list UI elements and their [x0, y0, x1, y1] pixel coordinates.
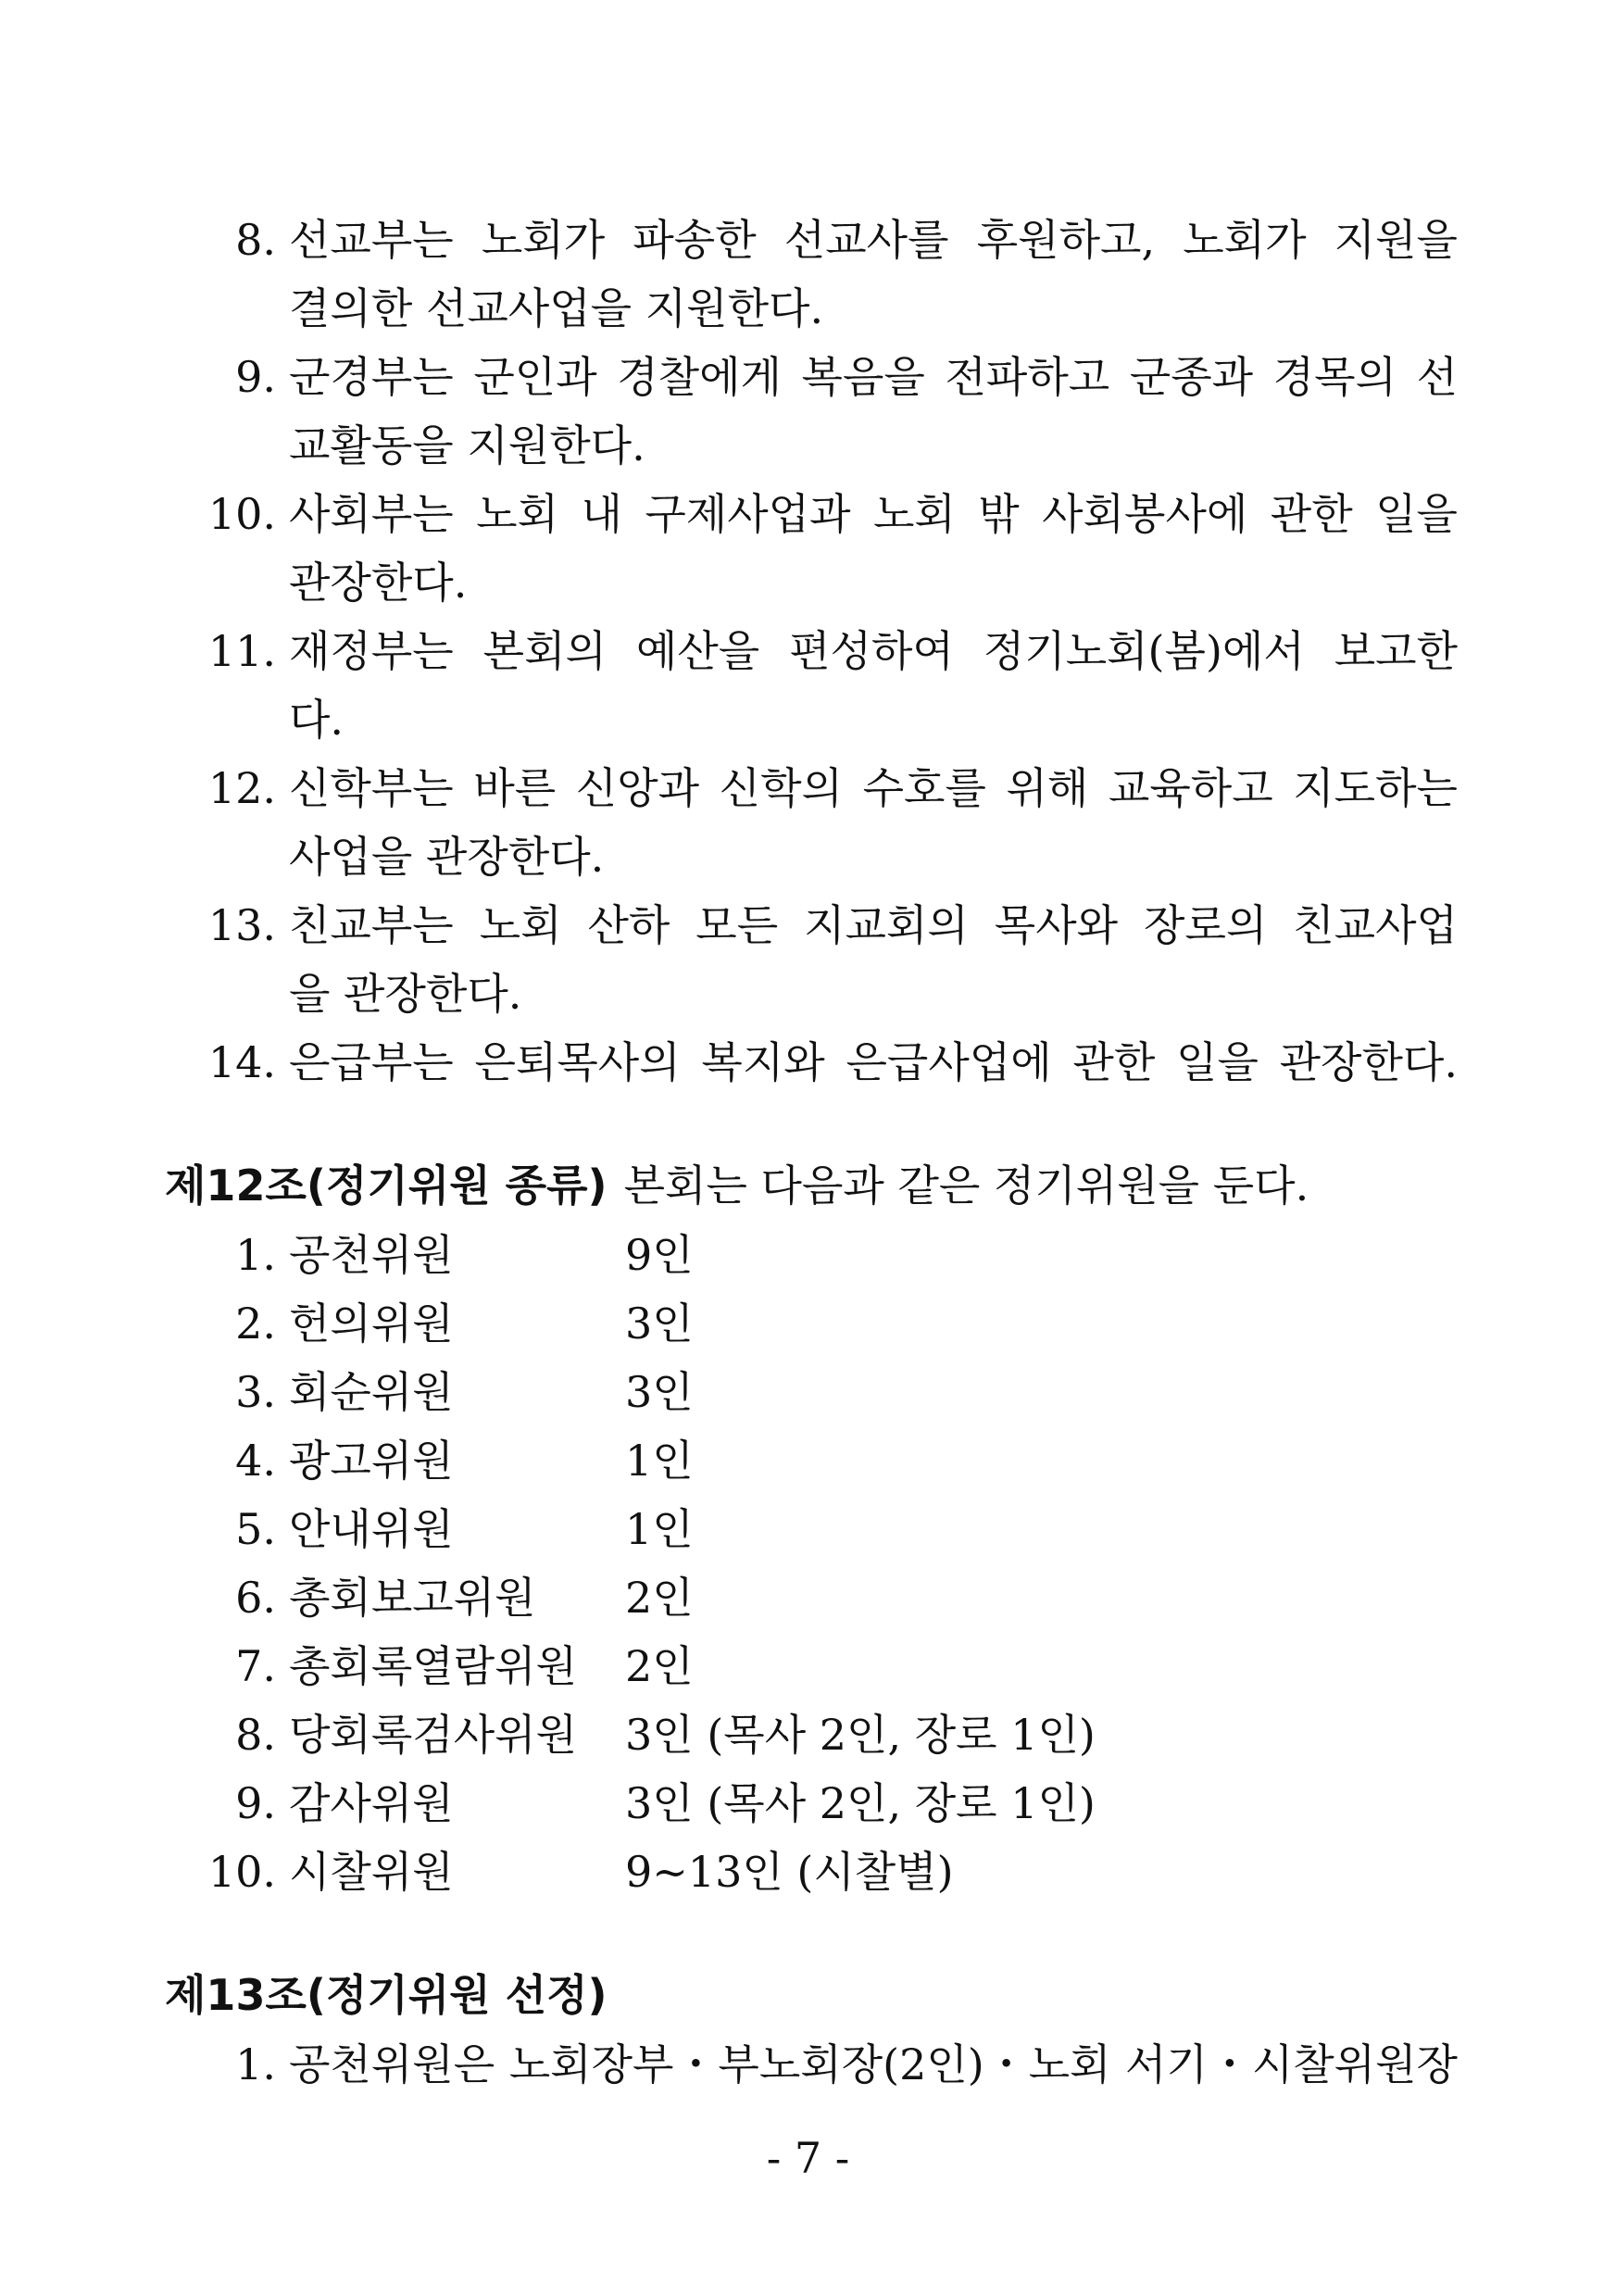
committee-row: [0, 1769, 1616, 1838]
list-item: [0, 2030, 1616, 2099]
item-text-line: 군경부는 군인과 경찰에게 복음을 전파하고 군종과 경목의 선: [289, 352, 1458, 402]
item-text-line: 친교부는 노회 산하 모든 지교회의 목사와 장로의 친교사업: [289, 900, 1458, 950]
selection-list: [0, 2030, 1616, 2099]
committee-name: 회순위원: [289, 1367, 454, 1417]
item-text-line: 을 관장한다.: [289, 969, 522, 1019]
item-text-line: 사업을 관장한다.: [289, 832, 605, 882]
committee-count: 1인: [625, 1436, 694, 1486]
item-text-line: 교활동을 지원한다.: [289, 420, 645, 470]
committee-number: 1.: [235, 1230, 276, 1280]
article-12-heading: [165, 1151, 1309, 1220]
item-text-line: 재정부는 본회의 예산을 편성하여 정기노회(봄)에서 보고한: [289, 626, 1458, 676]
committee-row: [0, 1632, 1616, 1700]
committee-name: 감사위원: [289, 1778, 454, 1828]
committee-count: 2인: [625, 1641, 694, 1691]
item-text-line: 결의한 선교사업을 지원한다.: [289, 283, 824, 333]
committee-count: 3인 (목사 2인, 장로 1인): [625, 1710, 1096, 1760]
item-text-line: 선교부는 노회가 파송한 선교사를 후원하고, 노회가 지원을: [289, 215, 1458, 265]
committee-number: 7.: [235, 1641, 276, 1691]
item-number: 8.: [235, 215, 276, 265]
committee-number: 8.: [235, 1710, 276, 1760]
committee-row: [0, 1289, 1616, 1358]
committee-name: 광고위원: [289, 1436, 454, 1486]
item-text-line: 은급부는 은퇴목사의 복지와 은급사업에 관한 일을 관장한다.: [289, 1037, 1458, 1087]
committee-name: 총회록열람위원: [289, 1641, 578, 1691]
item-number: 1.: [235, 2039, 276, 2089]
item-number: 14.: [207, 1037, 276, 1087]
committee-name: 헌의위원: [289, 1299, 454, 1349]
committee-row: [0, 1838, 1616, 1906]
committee-name: 안내위원: [289, 1504, 454, 1554]
page-number: - 7 -: [766, 2133, 850, 2183]
committee-count: 2인: [625, 1573, 694, 1623]
committee-row: [0, 1495, 1616, 1563]
committee-row: [0, 1221, 1616, 1289]
committee-row: [0, 1563, 1616, 1632]
list-item: [0, 891, 1616, 1028]
committee-number: 10.: [207, 1847, 276, 1897]
committee-row: [0, 1700, 1616, 1769]
committee-count: 3인: [625, 1367, 694, 1417]
list-item: [0, 754, 1616, 891]
item-text-line: 사회부는 노회 내 구제사업과 노회 밖 사회봉사에 관한 일을: [289, 489, 1458, 539]
committee-name: 시찰위원: [289, 1847, 454, 1897]
item-number: 12.: [207, 763, 276, 813]
item-number: 11.: [207, 626, 276, 676]
committee-name: 당회록검사위원: [289, 1710, 578, 1760]
committee-name: 공천위원: [289, 1230, 454, 1280]
committee-count: 9~13인 (시찰별): [625, 1847, 954, 1897]
committee-number: 4.: [235, 1436, 276, 1486]
article-13-heading: [165, 1961, 608, 2029]
article-title: 제13조(정기위원 선정): [165, 1970, 608, 2020]
list-item: [0, 206, 1616, 343]
committee-number: 2.: [235, 1299, 276, 1349]
item-number: 9.: [235, 352, 276, 402]
committee-count: 3인: [625, 1299, 694, 1349]
committee-number: 5.: [235, 1504, 276, 1554]
article-body: 본회는 다음과 같은 정기위원을 둔다.: [623, 1161, 1309, 1211]
list-item: [0, 1028, 1616, 1097]
committee-count: 1인: [625, 1504, 694, 1554]
committee-name: 총회보고위원: [289, 1573, 536, 1623]
item-text-line: 관장한다.: [289, 558, 468, 608]
list-item: [0, 480, 1616, 617]
committee-row: [0, 1426, 1616, 1495]
committee-row: [0, 1358, 1616, 1426]
item-number: 13.: [207, 900, 276, 950]
item-text-line: 신학부는 바른 신앙과 신학의 수호를 위해 교육하고 지도하는: [289, 763, 1458, 813]
committee-count: 3인 (목사 2인, 장로 1인): [625, 1778, 1096, 1828]
department-duties-list: [0, 206, 1616, 1097]
list-item: [0, 343, 1616, 480]
committee-number: 3.: [235, 1367, 276, 1417]
committee-list: [0, 1221, 1616, 1906]
item-text-line: 공천위원은 노회장부・부노회장(2인)・노회 서기・시찰위원장: [289, 2039, 1458, 2089]
committee-number: 9.: [235, 1778, 276, 1828]
item-text-line: 다.: [289, 695, 344, 745]
article-title: 제12조(정기위원 종류): [165, 1161, 608, 1211]
committee-count: 9인: [625, 1230, 694, 1280]
list-item: [0, 617, 1616, 754]
committee-number: 6.: [235, 1573, 276, 1623]
item-number: 10.: [207, 489, 276, 539]
